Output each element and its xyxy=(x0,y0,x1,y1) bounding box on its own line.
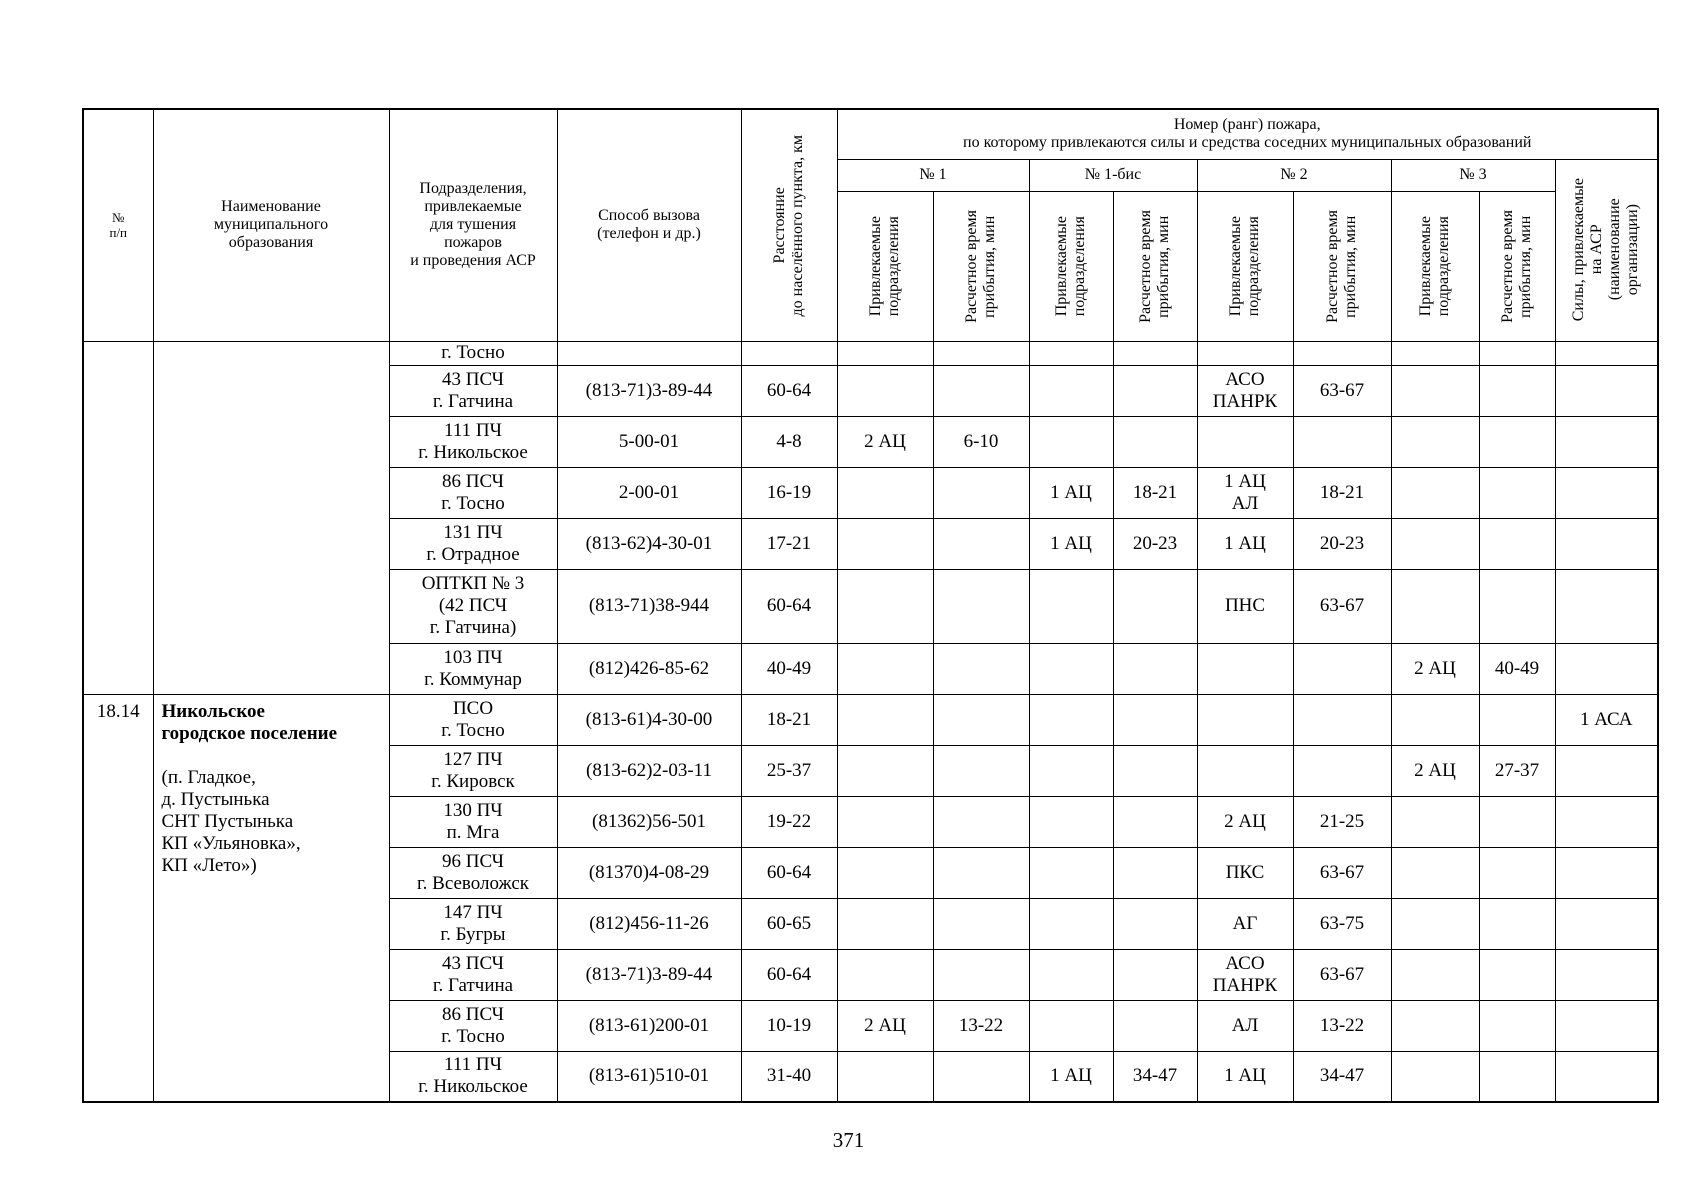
cell-r1bis-time xyxy=(1113,949,1197,1000)
cell-unit: 96 ПСЧ г. Всеволожск xyxy=(389,847,557,898)
cell-r2-units: ПНС xyxy=(1197,569,1293,643)
cell-phone: (813-61)4-30-00 xyxy=(557,694,741,745)
cell-phone: (813-71)38-944 xyxy=(557,569,741,643)
cell-r2-units: 1 АЦ xyxy=(1197,1051,1293,1102)
header-call-method: Способ вызова (телефон и др.) xyxy=(557,109,741,341)
cell-r1-time xyxy=(933,898,1029,949)
cell-r3-units xyxy=(1391,341,1479,365)
cell-phone: (813-62)4-30-01 xyxy=(557,518,741,569)
cell-phone: (812)456-11-26 xyxy=(557,898,741,949)
cell-asr xyxy=(1555,467,1658,518)
cell-r1bis-time xyxy=(1113,341,1197,365)
cell-r2-units xyxy=(1197,643,1293,694)
cell-r1-units: 2 АЦ xyxy=(837,416,933,467)
cell-r3-units xyxy=(1391,847,1479,898)
cell-r1-time xyxy=(933,694,1029,745)
cell-r3-time xyxy=(1479,518,1555,569)
cell-r1bis-units xyxy=(1029,1000,1113,1051)
cell-r2-time xyxy=(1293,745,1391,796)
cell-r1bis-units xyxy=(1029,365,1113,416)
cell-r1bis-units xyxy=(1029,643,1113,694)
cell-asr xyxy=(1555,569,1658,643)
cell-distance: 60-64 xyxy=(741,847,837,898)
cell-unit: 43 ПСЧ г. Гатчина xyxy=(389,365,557,416)
cell-r3-time xyxy=(1479,847,1555,898)
cell-r2-units: ПКС xyxy=(1197,847,1293,898)
cell-distance: 18-21 xyxy=(741,694,837,745)
cell-r2-time: 63-75 xyxy=(1293,898,1391,949)
cell-unit: 127 ПЧ г. Кировск xyxy=(389,745,557,796)
cell-r3-units xyxy=(1391,1000,1479,1051)
cell-distance: 10-19 xyxy=(741,1000,837,1051)
cell-r1bis-units xyxy=(1029,341,1113,365)
cell-phone: (812)426-85-62 xyxy=(557,643,741,694)
cell-r2-units xyxy=(1197,416,1293,467)
municipality-title: Никольское городское поселение xyxy=(161,700,338,744)
cell-r3-units xyxy=(1391,518,1479,569)
cell-r2-time: 63-67 xyxy=(1293,847,1391,898)
table-header xyxy=(83,109,1658,341)
cell-unit: 111 ПЧ г. Никольское xyxy=(389,416,557,467)
page-number: 371 xyxy=(832,1128,865,1152)
cell-asr xyxy=(1555,949,1658,1000)
cell-unit: 86 ПСЧ г. Тосно xyxy=(389,1000,557,1051)
cell-r1-time xyxy=(933,365,1029,416)
cell-unit: ПСО г. Тосно xyxy=(389,694,557,745)
cell-r1bis-units xyxy=(1029,416,1113,467)
header-r2-units: Привлекаемые подразделения xyxy=(1197,191,1293,341)
cell-asr xyxy=(1555,341,1658,365)
cell-r3-units xyxy=(1391,569,1479,643)
cell-phone: (81362)56-501 xyxy=(557,796,741,847)
cell-r1-units xyxy=(837,518,933,569)
cell-asr xyxy=(1555,1051,1658,1102)
cell-r2-time: 13-22 xyxy=(1293,1000,1391,1051)
cell-r2-units: 1 АЦ АЛ xyxy=(1197,467,1293,518)
cell-distance: 4-8 xyxy=(741,416,837,467)
cell-r3-time: 27-37 xyxy=(1479,745,1555,796)
cell-r1-units xyxy=(837,365,933,416)
cell-asr xyxy=(1555,643,1658,694)
cell-r1-time xyxy=(933,341,1029,365)
cell-r1-time xyxy=(933,569,1029,643)
cell-r1bis-units: 1 АЦ xyxy=(1029,1051,1113,1102)
group-b-name xyxy=(153,694,389,1102)
cell-unit: 131 ПЧ г. Отрадное xyxy=(389,518,557,569)
cell-r1bis-units xyxy=(1029,847,1113,898)
cell-r1-units xyxy=(837,796,933,847)
cell-asr xyxy=(1555,847,1658,898)
cell-phone: (813-61)510-01 xyxy=(557,1051,741,1102)
cell-r1bis-units xyxy=(1029,898,1113,949)
cell-r2-time xyxy=(1293,643,1391,694)
cell-r1bis-time: 20-23 xyxy=(1113,518,1197,569)
cell-r1-units xyxy=(837,898,933,949)
cell-r3-units: 2 АЦ xyxy=(1391,643,1479,694)
cell-r1-units: 2 АЦ xyxy=(837,1000,933,1051)
cell-r3-time xyxy=(1479,949,1555,1000)
cell-r1bis-units xyxy=(1029,949,1113,1000)
cell-distance: 40-49 xyxy=(741,643,837,694)
cell-r2-units: АСО ПАНРК xyxy=(1197,365,1293,416)
cell-r3-units xyxy=(1391,416,1479,467)
cell-r2-units xyxy=(1197,745,1293,796)
cell-r3-time xyxy=(1479,467,1555,518)
cell-distance: 60-64 xyxy=(741,569,837,643)
cell-distance: 19-22 xyxy=(741,796,837,847)
cell-r2-time: 34-47 xyxy=(1293,1051,1391,1102)
cell-r3-units xyxy=(1391,796,1479,847)
cell-distance: 60-64 xyxy=(741,365,837,416)
header-r1-units: Привлекаемые подразделения xyxy=(837,191,933,341)
cell-r1-time xyxy=(933,518,1029,569)
cell-r1bis-time xyxy=(1113,796,1197,847)
cell-r1-time: 6-10 xyxy=(933,416,1029,467)
cell-r1-units xyxy=(837,847,933,898)
cell-asr xyxy=(1555,1000,1658,1051)
cell-r2-time: 18-21 xyxy=(1293,467,1391,518)
cell-asr xyxy=(1555,745,1658,796)
cell-phone: (81370)4-08-29 xyxy=(557,847,741,898)
cell-r3-units xyxy=(1391,898,1479,949)
header-r1bis-units: Привлекаемые подразделения xyxy=(1029,191,1113,341)
cell-r1-time xyxy=(933,847,1029,898)
cell-r1bis-time xyxy=(1113,847,1197,898)
cell-asr xyxy=(1555,416,1658,467)
cell-unit: 86 ПСЧ г. Тосно xyxy=(389,467,557,518)
cell-phone: 5-00-01 xyxy=(557,416,741,467)
cell-r3-units xyxy=(1391,949,1479,1000)
cell-r1-time xyxy=(933,1051,1029,1102)
cell-r1bis-units xyxy=(1029,694,1113,745)
cell-distance: 25-37 xyxy=(741,745,837,796)
cell-r1bis-units xyxy=(1029,745,1113,796)
cell-r3-time xyxy=(1479,796,1555,847)
cell-asr xyxy=(1555,365,1658,416)
cell-r3-time xyxy=(1479,416,1555,467)
cell-r1bis-time xyxy=(1113,569,1197,643)
cell-r3-units xyxy=(1391,365,1479,416)
cell-r1bis-time: 34-47 xyxy=(1113,1051,1197,1102)
cell-phone: 2-00-01 xyxy=(557,467,741,518)
cell-r1bis-units xyxy=(1029,796,1113,847)
cell-unit: 147 ПЧ г. Бугры xyxy=(389,898,557,949)
cell-r1-time: 13-22 xyxy=(933,1000,1029,1051)
cell-r2-time: 63-67 xyxy=(1293,569,1391,643)
cell-r1-units xyxy=(837,694,933,745)
cell-r2-units: АСО ПАНРК xyxy=(1197,949,1293,1000)
cell-r2-units: АГ xyxy=(1197,898,1293,949)
cell-r1bis-time xyxy=(1113,898,1197,949)
cell-r3-time: 40-49 xyxy=(1479,643,1555,694)
group-a-number xyxy=(83,341,153,694)
header-asr-forces: Силы, привлекаемые на АСР (наименование организации) xyxy=(1555,159,1658,341)
cell-r2-time: 63-67 xyxy=(1293,365,1391,416)
cell-asr xyxy=(1555,898,1658,949)
cell-unit: 43 ПСЧ г. Гатчина xyxy=(389,949,557,1000)
cell-distance xyxy=(741,341,837,365)
cell-r1bis-time xyxy=(1113,1000,1197,1051)
cell-r2-time xyxy=(1293,341,1391,365)
cell-r3-time xyxy=(1479,365,1555,416)
cell-phone: (813-71)3-89-44 xyxy=(557,949,741,1000)
cell-r1-units xyxy=(837,745,933,796)
header-municipality: Наименование муниципального образования xyxy=(153,109,389,341)
header-r1bis-time: Расчетное время прибытия, мин xyxy=(1113,191,1197,341)
cell-r1bis-time: 18-21 xyxy=(1113,467,1197,518)
cell-r1bis-time xyxy=(1113,416,1197,467)
table-body xyxy=(83,341,1658,1102)
cell-r1bis-time xyxy=(1113,694,1197,745)
cell-r1-time xyxy=(933,949,1029,1000)
header-rank-1bis: № 1-бис xyxy=(1029,159,1197,191)
header-rank-title: Номер (ранг) пожара, по которому привлекаются силы и средства соседних муниципальных образований xyxy=(837,109,1658,159)
cell-distance: 16-19 xyxy=(741,467,837,518)
cell-r3-units xyxy=(1391,1051,1479,1102)
header-r1-time: Расчетное время прибытия, мин xyxy=(933,191,1029,341)
cell-r1bis-time xyxy=(1113,365,1197,416)
cell-r1-units xyxy=(837,341,933,365)
cell-r1bis-units xyxy=(1029,569,1113,643)
fire-forces-table xyxy=(82,108,1659,1103)
group-a-name xyxy=(153,341,389,694)
cell-asr: 1 АСА xyxy=(1555,694,1658,745)
cell-distance: 60-64 xyxy=(741,949,837,1000)
cell-phone: (813-62)2-03-11 xyxy=(557,745,741,796)
cell-r2-units xyxy=(1197,341,1293,365)
cell-r1-units xyxy=(837,949,933,1000)
cell-r1bis-time xyxy=(1113,745,1197,796)
cell-r3-time xyxy=(1479,694,1555,745)
header-distance: Расстояние до населённого пункта, км xyxy=(741,109,837,341)
cell-r1-time xyxy=(933,643,1029,694)
header-units: Подразделения, привлекаемые для тушения пожаров и проведения АСР xyxy=(389,109,557,341)
cell-phone: (813-71)3-89-44 xyxy=(557,365,741,416)
cell-r1bis-units: 1 АЦ xyxy=(1029,467,1113,518)
cell-r3-units xyxy=(1391,467,1479,518)
cell-phone: (813-61)200-01 xyxy=(557,1000,741,1051)
header-r3-time: Расчетное время прибытия, мин xyxy=(1479,191,1555,341)
cell-unit: 103 ПЧ г. Коммунар xyxy=(389,643,557,694)
cell-r2-time: 21-25 xyxy=(1293,796,1391,847)
cell-unit: ОПТКП № 3 (42 ПСЧ г. Гатчина) xyxy=(389,569,557,643)
municipality-settlements: (п. Гладкое, д. Пустынька СНТ Пустынька КП «Ульяновка», КП «Лето») xyxy=(161,766,301,876)
cell-r3-time xyxy=(1479,1000,1555,1051)
cell-r3-time xyxy=(1479,341,1555,365)
header-rank-3: № 3 xyxy=(1391,159,1555,191)
cell-r2-time: 20-23 xyxy=(1293,518,1391,569)
cell-unit: г. Тосно xyxy=(389,341,557,365)
cell-r2-time xyxy=(1293,694,1391,745)
header-r2-time: Расчетное время прибытия, мин xyxy=(1293,191,1391,341)
cell-distance: 17-21 xyxy=(741,518,837,569)
cell-r2-time xyxy=(1293,416,1391,467)
cell-r1-time xyxy=(933,467,1029,518)
header-rank-2: № 2 xyxy=(1197,159,1391,191)
cell-r3-time xyxy=(1479,1051,1555,1102)
cell-r2-units: АЛ xyxy=(1197,1000,1293,1051)
cell-r3-time xyxy=(1479,898,1555,949)
cell-r2-time: 63-67 xyxy=(1293,949,1391,1000)
cell-r1-units xyxy=(837,467,933,518)
table-row xyxy=(83,341,1658,365)
cell-r1bis-time xyxy=(1113,643,1197,694)
cell-unit: 130 ПЧ п. Мга xyxy=(389,796,557,847)
cell-asr xyxy=(1555,518,1658,569)
cell-distance: 31-40 xyxy=(741,1051,837,1102)
cell-r2-units xyxy=(1197,694,1293,745)
header-r3-units: Привлекаемые подразделения xyxy=(1391,191,1479,341)
cell-phone xyxy=(557,341,741,365)
cell-r1-units xyxy=(837,643,933,694)
cell-r2-units: 2 АЦ xyxy=(1197,796,1293,847)
group-b-number: 18.14 xyxy=(83,694,153,1102)
cell-r3-time xyxy=(1479,569,1555,643)
cell-unit: 111 ПЧ г. Никольское xyxy=(389,1051,557,1102)
cell-r1-time xyxy=(933,745,1029,796)
cell-r3-units xyxy=(1391,694,1479,745)
cell-r1bis-units: 1 АЦ xyxy=(1029,518,1113,569)
header-rank-1: № 1 xyxy=(837,159,1029,191)
cell-r1-time xyxy=(933,796,1029,847)
cell-r2-units: 1 АЦ xyxy=(1197,518,1293,569)
cell-distance: 60-65 xyxy=(741,898,837,949)
cell-r1-units xyxy=(837,1051,933,1102)
cell-asr xyxy=(1555,796,1658,847)
cell-r1-units xyxy=(837,569,933,643)
cell-r3-units: 2 АЦ xyxy=(1391,745,1479,796)
table-row xyxy=(83,694,1658,745)
header-number: № п/п xyxy=(83,109,153,341)
